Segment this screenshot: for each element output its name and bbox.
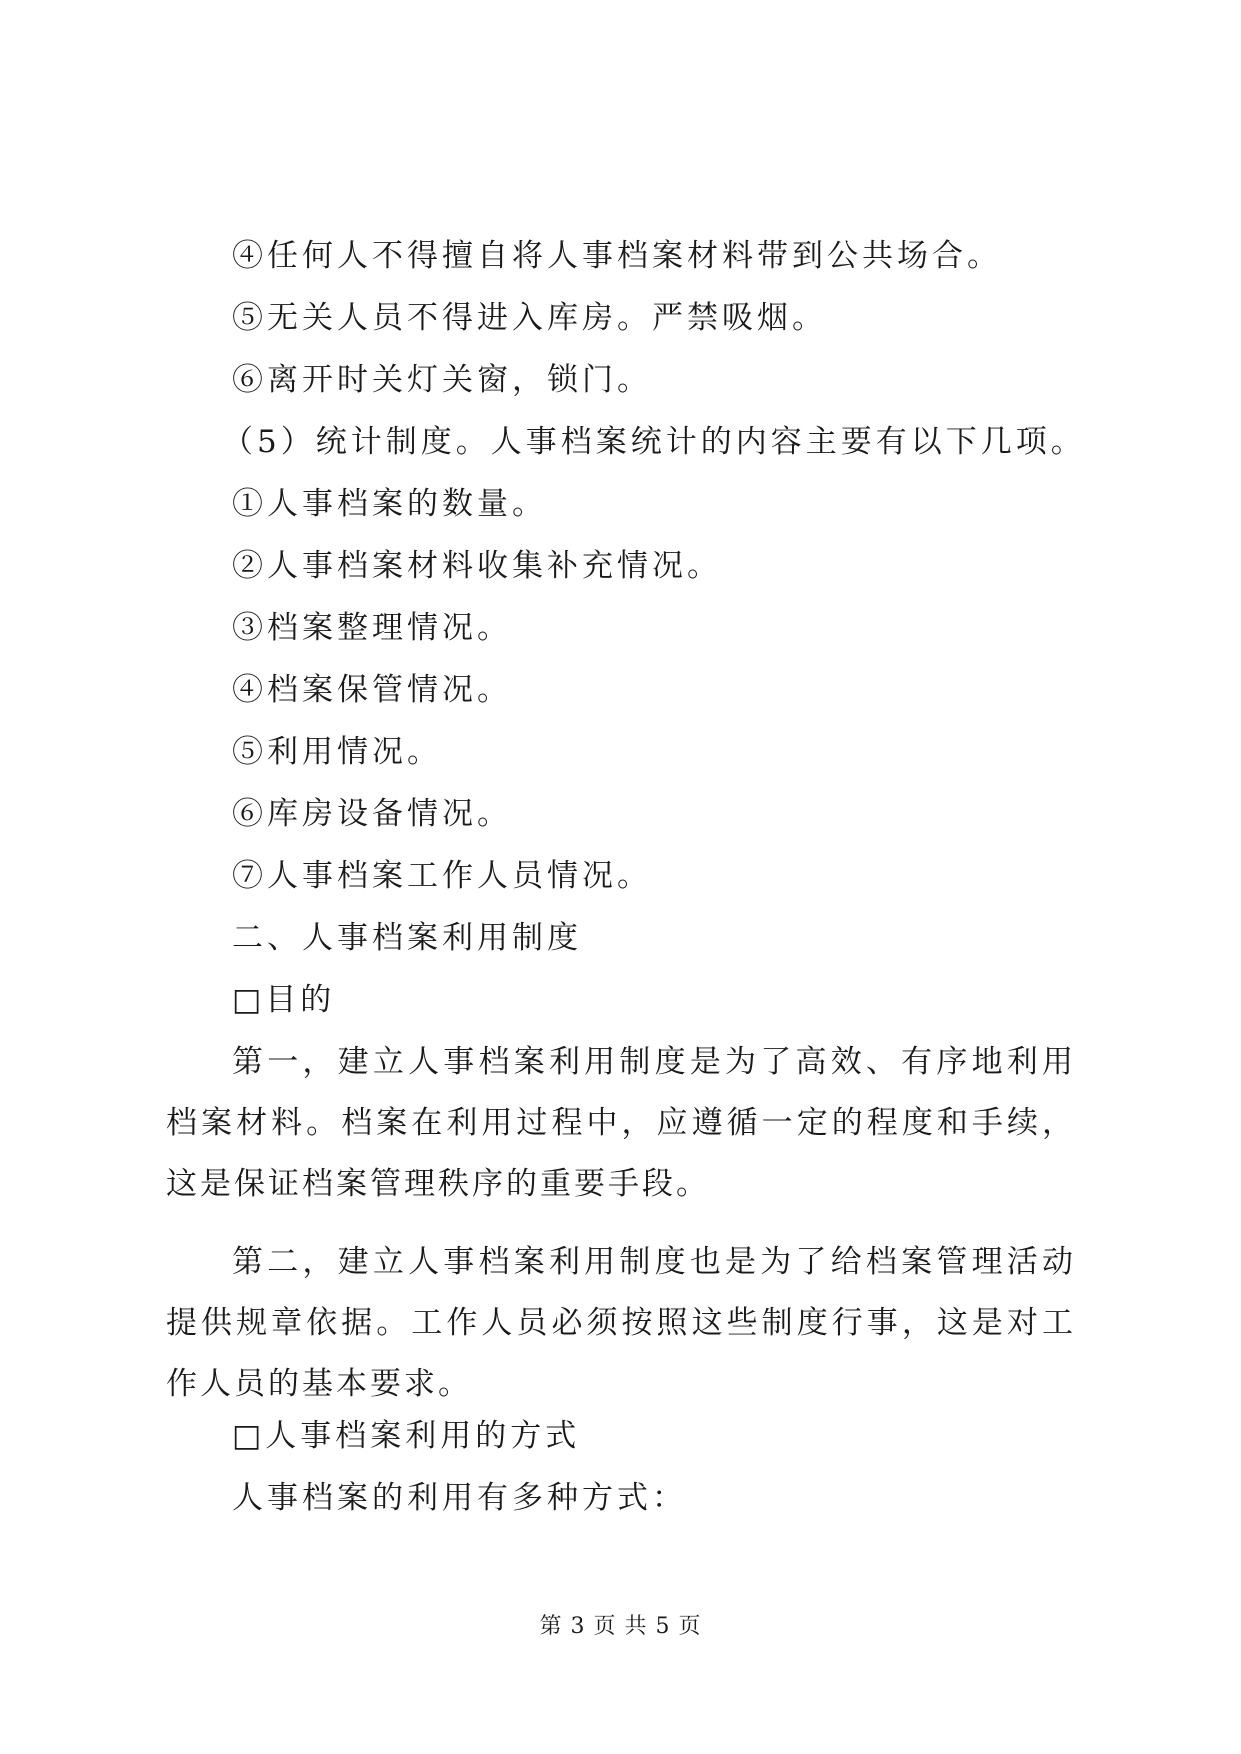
utilization-methods-intro: 人事档案的利用有多种方式： — [232, 1480, 687, 1516]
rule-item-5-no-smoking: ⑤无关人员不得进入库房。严禁吸烟。 — [232, 300, 827, 336]
stat-item-7: ⑦人事档案工作人员情况。 — [232, 858, 652, 894]
page-number-footer: 第 3 页 共 5 页 — [539, 1614, 702, 1639]
statistics-system-heading: （5）统计制度。人事档案统计的内容主要有以下几项。 — [222, 424, 1086, 460]
stat-item-2: ②人事档案材料收集补充情况。 — [232, 548, 722, 584]
paragraph-second-purpose: 第二，建立人事档案利用制度也是为了给档案管理活动提供规章依据。工作人员必须按照这些制度行事，这是对工作人员的基本要求。 — [166, 1244, 1076, 1402]
rule-item-6-lock-door: ⑥离开时关灯关窗，锁门。 — [232, 362, 652, 398]
stat-item-1: ①人事档案的数量。 — [232, 486, 547, 522]
rule-item-4-no-public-places: ④任何人不得擅自将人事档案材料带到公共场合。 — [232, 238, 1002, 274]
stat-item-3: ③档案整理情况。 — [232, 610, 512, 646]
section-heading-utilization-system: 二、人事档案利用制度 — [232, 920, 582, 956]
stat-item-6: ⑥库房设备情况。 — [232, 796, 512, 832]
paragraph-first-purpose: 第一，建立人事档案利用制度是为了高效、有序地利用档案材料。档案在利用过程中，应遵循一定的程度和手续，这是保证档案管理秩序的重要手段。 — [166, 1044, 1076, 1202]
subheading-utilization-methods: □人事档案利用的方式 — [232, 1418, 581, 1454]
subheading-purpose: □目的 — [232, 982, 336, 1018]
stat-item-4: ④档案保管情况。 — [232, 672, 512, 708]
stat-item-5: ⑤利用情况。 — [232, 734, 442, 770]
